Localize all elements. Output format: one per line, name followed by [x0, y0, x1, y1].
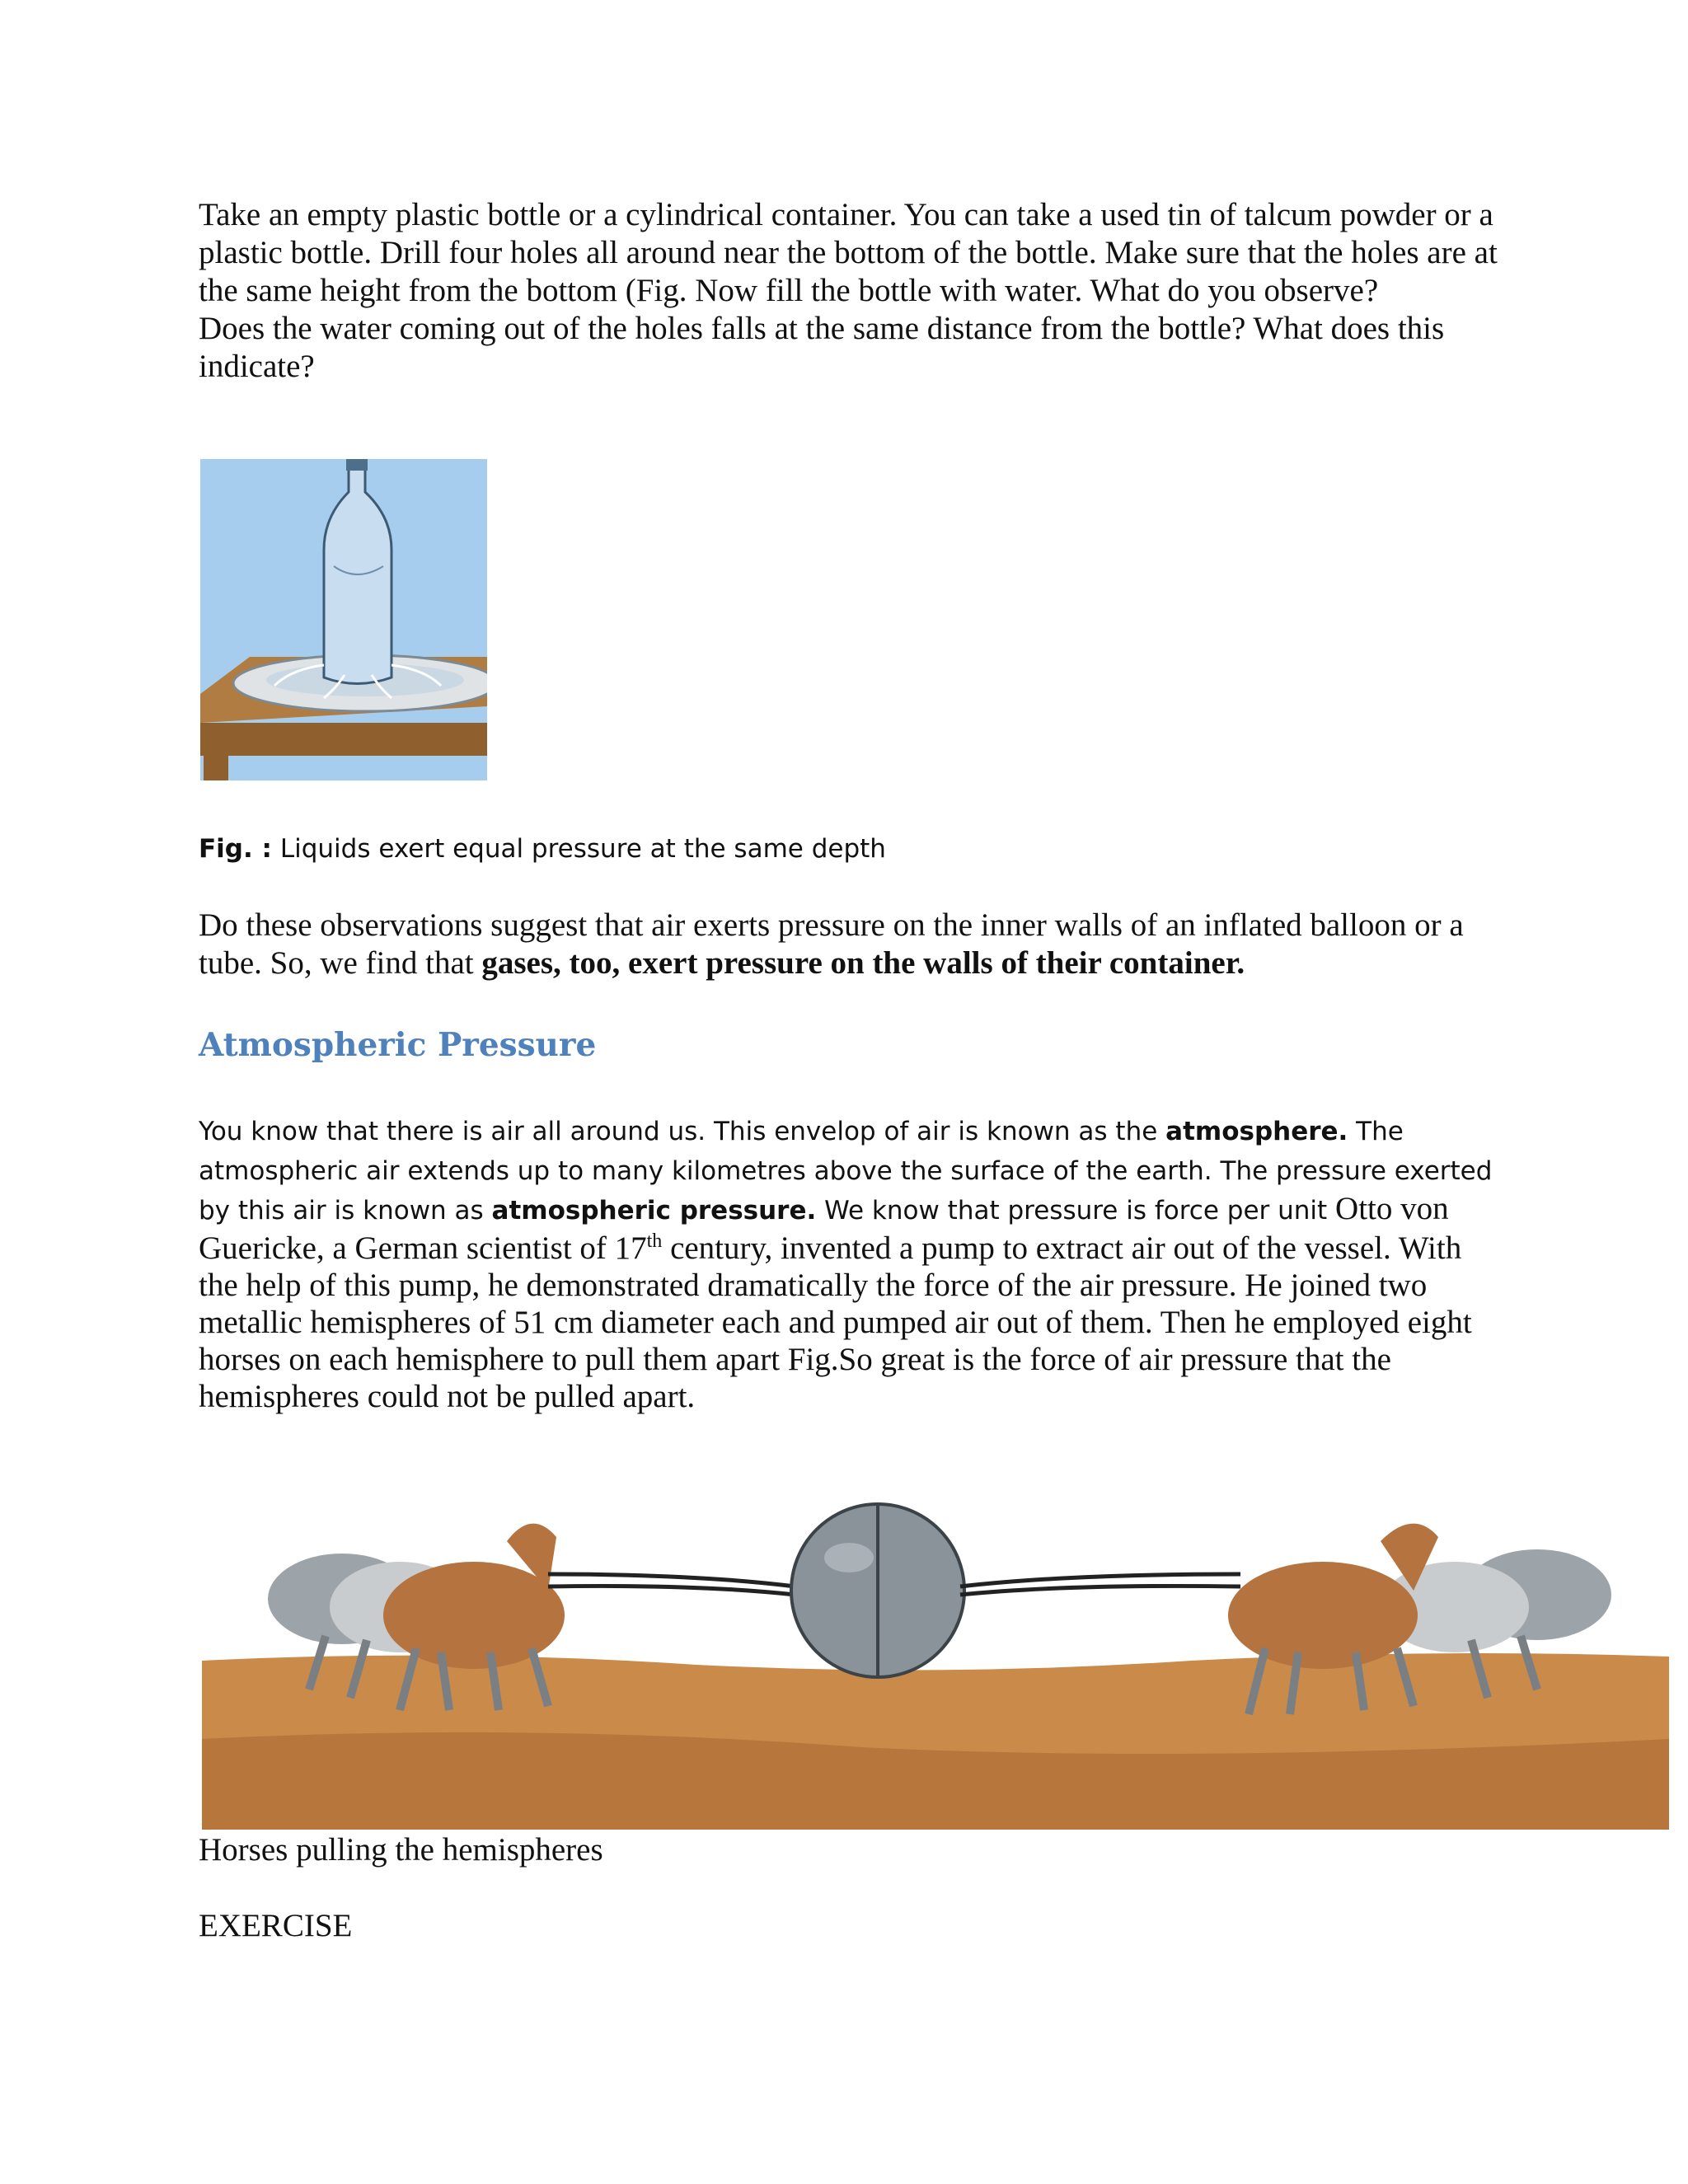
bottle-cap — [346, 459, 368, 471]
atm-serif-1: Otto von Guericke, a German scientist of 17 — [199, 1191, 1449, 1266]
figure1-caption — [199, 832, 886, 865]
atm-sans-3: We know that pressure is force per unit — [816, 1196, 1336, 1226]
exercise-heading: EXERCISE — [199, 1908, 353, 1943]
intro-text-1: Take an empty plastic bottle or a cylindrical container. You can take a used tin of talcum powder or a plastic bottle. Drill four holes all around near the bottom of the bottle. Make sure that the holes are at the same height from the bottom (Fig. Now fill the bottle with water. What do you observe? — [199, 197, 1498, 308]
horse-brown-front — [383, 1562, 565, 1669]
hemispheres-figure — [202, 1492, 1669, 1830]
sphere-highlight — [824, 1543, 874, 1572]
figure1-caption-label: Fig. : — [199, 834, 272, 864]
figure2-caption: Horses pulling the hemispheres — [199, 1832, 603, 1868]
gas-paragraph — [199, 907, 1501, 982]
figure1-caption-text: Liquids exert equal pressure at the same depth — [271, 834, 886, 864]
atmospheric-paragraph — [199, 1111, 1501, 1415]
horse-brown-front-right — [1228, 1562, 1418, 1669]
table-leg — [204, 752, 228, 780]
bottle-figure — [200, 459, 487, 780]
section-heading: Atmospheric Pressure — [199, 1026, 597, 1064]
atm-bold-pressure: atmospheric pressure. — [491, 1196, 817, 1226]
atm-sans-1: You know that there is air all around us. This envelop of air is known as the — [199, 1117, 1166, 1146]
atm-superscript: th — [646, 1230, 663, 1252]
table-edge — [200, 723, 487, 756]
intro-paragraph — [199, 196, 1501, 386]
atm-bold-atmosphere: atmosphere. — [1165, 1117, 1348, 1146]
gas-text: Do these observations suggest that air exerts pressure on the inner walls of an inflated balloon or a tube. So, we find that — [199, 907, 1464, 981]
atm-serif-2: century, invented a pump to extract air out of the vessel. With the help of this pump, he demonstrated dramatically the force of the air pressure. He joined two metallic hemispheres of 51 cm diameter each and pumped air out of them. Then he employed eight horses on each hemisphere to pull them apart Fig.So great is the force of air pressure that the hemispheres could not be pulled apart. — [199, 1230, 1472, 1414]
atm-sans-2: The atmospheric air extends up to many kilometres above the surface of the earth. The pressure exerted by this air is known as — [199, 1117, 1493, 1226]
intro-text-2: Does the water coming out of the holes falls at the same distance from the bottle? What does this indicate? — [199, 311, 1445, 384]
metal-hemispheres — [791, 1504, 964, 1677]
gas-text-bold: gases, too, exert pressure on the walls of their container. — [481, 945, 1245, 981]
